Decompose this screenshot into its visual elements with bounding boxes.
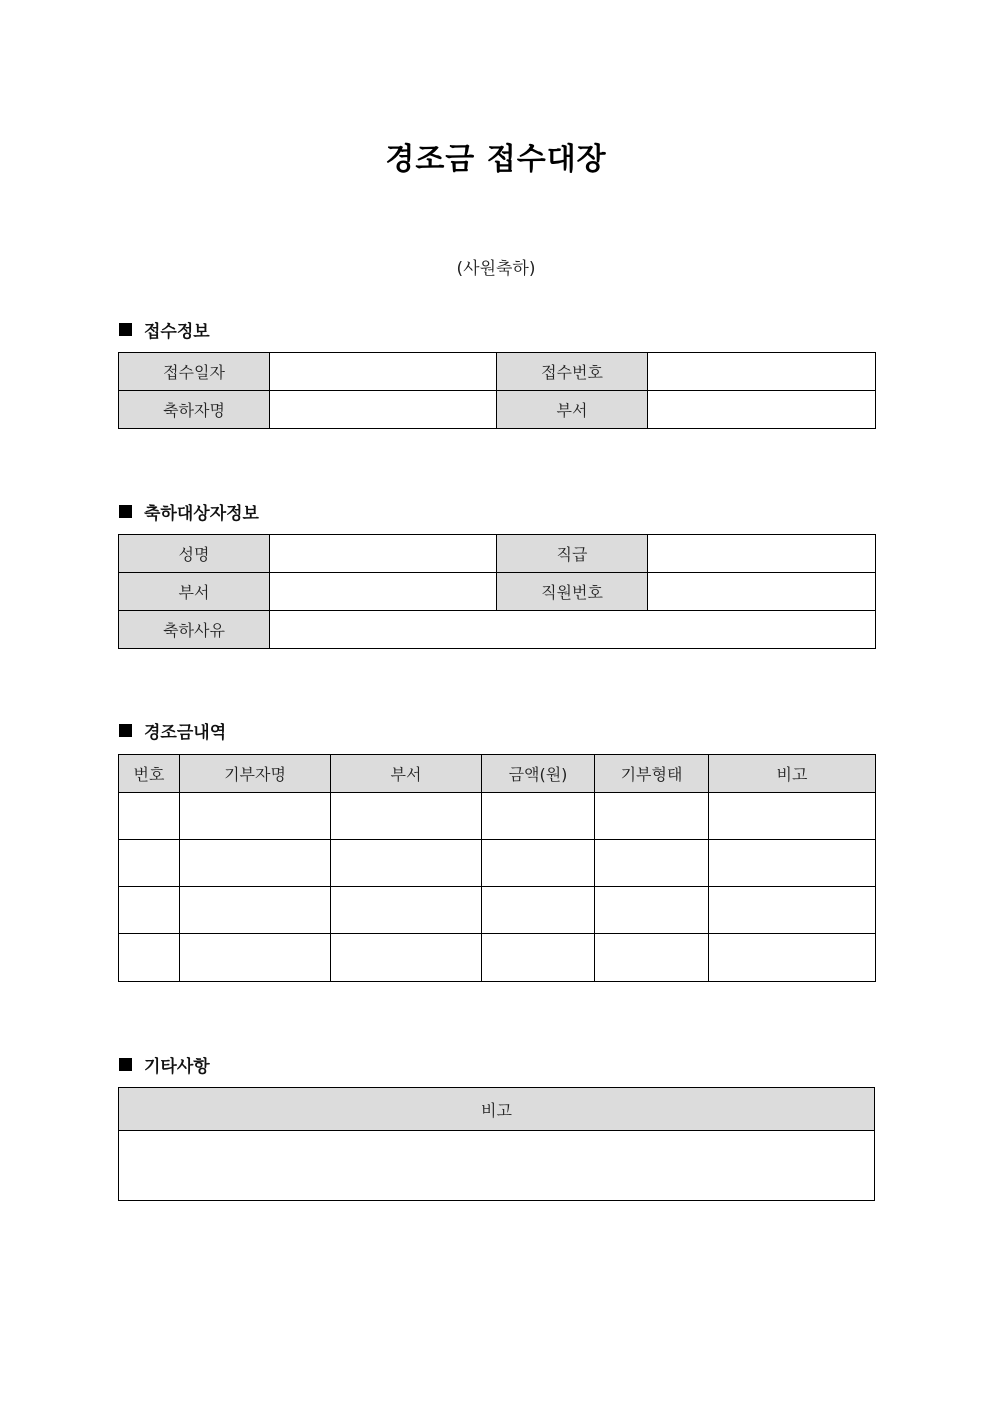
number-cell[interactable] bbox=[119, 887, 180, 934]
section-heading-other bbox=[119, 1052, 210, 1077]
amount-cell[interactable] bbox=[482, 887, 595, 934]
reception-number-field[interactable] bbox=[648, 353, 876, 391]
reception-date-field[interactable] bbox=[270, 353, 497, 391]
table-header-row bbox=[119, 755, 876, 793]
remarks-cell[interactable] bbox=[709, 840, 876, 887]
recipient-name-field[interactable] bbox=[270, 535, 497, 573]
table-row bbox=[119, 611, 876, 649]
label-cell: 축하자명 bbox=[119, 391, 270, 429]
department-field[interactable] bbox=[648, 391, 876, 429]
employee-number-field[interactable] bbox=[648, 573, 876, 611]
table-row bbox=[119, 1131, 875, 1201]
square-bullet-icon bbox=[119, 1058, 132, 1071]
number-cell[interactable] bbox=[119, 793, 180, 840]
square-bullet-icon bbox=[119, 724, 132, 737]
label-cell: 성명 bbox=[119, 535, 270, 573]
remarks-cell[interactable] bbox=[709, 934, 876, 982]
remarks-cell[interactable] bbox=[709, 887, 876, 934]
table-row bbox=[119, 887, 876, 934]
label-cell: 부서 bbox=[497, 391, 648, 429]
section-title: 기타사항 bbox=[144, 1057, 210, 1077]
table-header-row bbox=[119, 1088, 875, 1131]
document-subtitle: (사원축하) bbox=[456, 259, 536, 279]
reception-info-table bbox=[118, 352, 876, 429]
congratulation-reason-field[interactable] bbox=[270, 611, 876, 649]
donation-type-cell[interactable] bbox=[595, 887, 709, 934]
remarks-header: 비고 bbox=[119, 1088, 875, 1131]
amount-cell[interactable] bbox=[482, 793, 595, 840]
table-row bbox=[119, 391, 876, 429]
section-heading-donations bbox=[119, 718, 226, 743]
section-heading-reception bbox=[119, 317, 210, 342]
column-header-amount: 금액(원) bbox=[482, 755, 595, 793]
label-cell: 직원번호 bbox=[497, 573, 648, 611]
section-title: 경조금내역 bbox=[144, 723, 227, 743]
table-row bbox=[119, 573, 876, 611]
column-header-donation-type: 기부형태 bbox=[595, 755, 709, 793]
table-row bbox=[119, 793, 876, 840]
label-cell: 접수일자 bbox=[119, 353, 270, 391]
department-cell[interactable] bbox=[331, 934, 482, 982]
table-row bbox=[119, 840, 876, 887]
donor-name-cell[interactable] bbox=[180, 887, 331, 934]
label-cell: 접수번호 bbox=[497, 353, 648, 391]
label-cell: 부서 bbox=[119, 573, 270, 611]
department-cell[interactable] bbox=[331, 840, 482, 887]
number-cell[interactable] bbox=[119, 840, 180, 887]
amount-cell[interactable] bbox=[482, 934, 595, 982]
column-header-remarks: 비고 bbox=[709, 755, 876, 793]
donation-type-cell[interactable] bbox=[595, 793, 709, 840]
donor-name-cell[interactable] bbox=[180, 934, 331, 982]
recipient-rank-field[interactable] bbox=[648, 535, 876, 573]
donor-name-cell[interactable] bbox=[180, 840, 331, 887]
congratulator-name-field[interactable] bbox=[270, 391, 497, 429]
donations-table bbox=[118, 754, 876, 982]
column-header-donor-name: 기부자명 bbox=[180, 755, 331, 793]
donor-name-cell[interactable] bbox=[180, 793, 331, 840]
department-cell[interactable] bbox=[331, 793, 482, 840]
column-header-number: 번호 bbox=[119, 755, 180, 793]
donation-type-cell[interactable] bbox=[595, 840, 709, 887]
table-row bbox=[119, 934, 876, 982]
square-bullet-icon bbox=[119, 505, 132, 518]
label-cell: 축하사유 bbox=[119, 611, 270, 649]
amount-cell[interactable] bbox=[482, 840, 595, 887]
remarks-content-field[interactable] bbox=[119, 1131, 875, 1201]
department-cell[interactable] bbox=[331, 887, 482, 934]
remarks-cell[interactable] bbox=[709, 793, 876, 840]
square-bullet-icon bbox=[119, 323, 132, 336]
section-heading-recipient bbox=[119, 499, 259, 524]
recipient-department-field[interactable] bbox=[270, 573, 497, 611]
section-title: 접수정보 bbox=[144, 322, 210, 342]
table-row bbox=[119, 353, 876, 391]
number-cell[interactable] bbox=[119, 934, 180, 982]
table-row bbox=[119, 535, 876, 573]
column-header-department: 부서 bbox=[331, 755, 482, 793]
document-title: 경조금 접수대장 bbox=[385, 142, 607, 177]
recipient-info-table bbox=[118, 534, 876, 649]
section-title: 축하대상자정보 bbox=[144, 504, 259, 524]
other-notes-table bbox=[118, 1087, 875, 1201]
donation-type-cell[interactable] bbox=[595, 934, 709, 982]
label-cell: 직급 bbox=[497, 535, 648, 573]
